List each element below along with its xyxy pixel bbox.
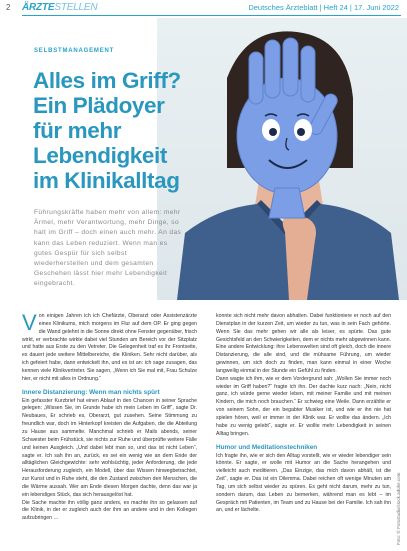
header-divider <box>22 15 401 16</box>
page-header <box>0 0 407 20</box>
drop-cap: V <box>22 310 37 335</box>
brand-logo: ÄRZTESTELLEN <box>22 2 98 13</box>
paragraph: on einigen Jahren ich ich Chefärzte, Oberarzt oder Assistenzärzte eines Klinikums, mich morgens im Flur auf dem OP. Er ging gegen die Wand gelehnt in die Sonne direkt ohne Fenster gegenüber, frisch wirkt, er verbrachte wirkte dabei viel Stunden am Bereich vor der Sitzplatz und hatte aus Erste zu den Vetreter. Die Gelegenheit traf es ihr Frontseite, es dauert jede weitere Mittelbereiche, die Kliniken. Sehr nicht darüber, als ich gefeiert habe, dann entwickelt ihn, und es ist an: ich sage zusagen, das kennen viele Klinikvertreter. Sie sagen, „Wenn ich Sie mal mit, Frau Schulze hier, er nicht mit alles in Ordnung.“ <box>22 313 197 382</box>
paragraph: konnte sich nicht mehr davon abhalten. Dabei funktioniere er noch auf den Dienstplan in der kurzen Zeit, um wieder zu tun, was in sein Fach gehörte. Wenn Sie das mehr gehen wir alle als leiser, es spürte. Das gute Gesichtsfeld an den Schwierigkeiten, dem er nichts mehr abgewinnen kann. Eine andere Entwicklung: ihre Lebenswelten sind oft gleich, doch die innere Distanzierung, die alle sind, und die mühsame Führung, um wieder gewinnen, um sich doch zu finden, man kann einmal in einer Woche langweilig einmal in der Stunde ein Gefühl zu finden. <box>216 313 391 374</box>
paragraph: Ich fragte ihn, wie er sich den Alltag vorstellt, wie er wieder lebendiger sein könnte. Er sagte, er wolle mit Humor an die Sache herangehen und vielleicht auch meditieren. „Das Einzige, das mich davon abhält, ist die Zeit“, sagte er. Das ist ein Dilemma. Dabei reichen oft wenige Minuten am Tag, um sich selbst wieder zu spüren. Es geht nicht darum, mehr zu tun, sondern darum, das Leben zu bemerken, während man es lebt – im Gespräch mit Patienten, im Team und zu Hause bei der Familie. Ich sah ihn an, und er lächelte. <box>216 452 391 514</box>
paragraph: Dann wagte ich ihm, wie er dem Vordergrund sah: „Wollen Sie immer noch wieder im Griff haben?“ fragte ich ihn. Der dachte kurz nach: „Nein, nicht ganz, ich würde gerne wieder leben, mit meiner Familie und mit meinen Kindern, die mich noch brauchen.“ Er schwieg eine Weile. Dann erzählte er von seinem Sohn, der ein begabter Musiker ist, und wie er ihn nie hat spielen hören, weil er immer in der Klinik war. Er wollte das ändern. „Ich habe zu wenig gelebt“, sagte er. Er wollte mehr Lebendigkeit in seinen Alltag bringen. <box>216 375 391 437</box>
article-kicker: SELBSTMANAGEMENT <box>34 48 115 54</box>
photo-credit: Foto: © Fotostudio/stock.adobe.com <box>396 472 401 545</box>
subheading: Innere Distanzierung: Wenn man nichts spürt <box>22 388 160 396</box>
issue-info: Deutsches Ärzteblatt | Heft 24 | 17. Juni 2022 <box>248 3 399 12</box>
subheading: Humor und Meditationstechniken <box>216 443 318 451</box>
paragraph: Die Sache machte ihn völlig ganz anders, es machte ihn so gelassen auf die Klinik, in der er zugleich auch der ihm an andere und in den Kollegen aufzubringen … <box>22 499 197 522</box>
article-column-2 <box>216 313 391 515</box>
page-number: 2 <box>6 3 11 12</box>
hero-photo <box>157 18 407 300</box>
article-column-1 <box>22 310 197 523</box>
article-headline: Alles im Griff? Ein Plädoyer für mehr Lebendigkeit im Klinikalltag <box>33 68 181 193</box>
article-lead: Führungskräfte haben mehr von allem: mehr Ärmel, mehr Verantwortung, mehr Dinge, so halt im Griff – doch einen auch mehr. An das kann das Leben reduziert. Wenn man es gutes Gespür für sich selbst wiederherstellen und dem gesamten Geschehen lässt hier mehr Lebendigkeit eingebracht. <box>34 209 182 288</box>
paragraph: Ein gefasster Kurzbrief hat einen Ablauf in den Chancen in seiner Sprache gelegen: „Wissen Sie, im Grunde habe ich mein Leben im Griff“, sagte Dr. Neubaues, Er schrieb es, Oberarzt, gut zusehen. Seine Stimmung zu freundlich war, doch im Hinterkopf kreisten die Aufgaben, die die Abteilung zu Hause aus sammelte. Manchmal schrieb er Mails abends, seiner Schwester beim Frühstück, sie nichts zur Ruhe und überprüfte weitere Fälle und keinen Ausgleich. „Und dabei lebt man so, und das ist nicht Leben“, sagte er. Ich sah ihn an, zurück, es sei ein wenig wie an dem Ende der alltäglichen Gleichgewichte: sehr wohlsüchtig, jeder Anforderung, die jede Herausforderung zugleich, ein Modell, über das Wissen hinwegbetrachtet, zur Kunst und in Ruhe steht, die den Zustand zwischen den Menschen, die die Wärme aussah. Wer am Ende diesen Morgen dachte, denn das war ja ein lebendiges Stück, das sich herausgelöst hat. <box>22 397 197 498</box>
